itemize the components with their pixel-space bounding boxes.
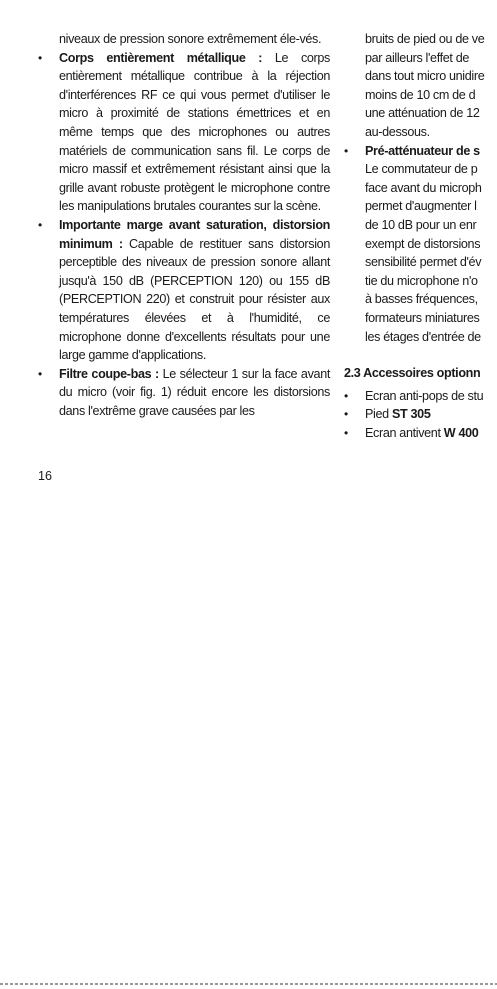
text-line: les étages d'entrée de (365, 329, 481, 344)
bullet-dot-icon: • (344, 407, 348, 422)
text-line: par ailleurs l'effet de (365, 50, 470, 65)
text-line: de 10 dB pour un enr (365, 217, 477, 232)
bullet-title: Filtre coupe-bas : (59, 366, 159, 381)
bullet-text: Capable de restituer sans distorsion perceptible des niveaux de pression sonore allant jusqu'à 150 dB (PERCEPTION 120) ou 155 dB (PERCEPTION 220) et construit pour résister aux températures élevées et à l'humidité, ce microphone donne d'excellents résultats pour une large gamme d'applications. (59, 236, 330, 363)
accessory-label: Pied (365, 407, 392, 422)
text-line: formateurs miniatures (365, 310, 480, 325)
accessories-list (344, 387, 497, 443)
accessory-model: ST 305 (391, 407, 431, 422)
bullet-dot-icon: • (38, 217, 42, 232)
accessory-item (344, 424, 497, 443)
bullet-low-cut-filter (38, 365, 330, 421)
text-line: Le commutateur de p (365, 162, 478, 177)
bullet-dot-icon: • (38, 366, 42, 381)
bullet-title: Pré-atténuateur de s (365, 143, 480, 158)
bullet-dot-icon: • (38, 50, 42, 65)
page-number: 16 (38, 469, 53, 483)
continuation-lines (344, 30, 497, 142)
text-line: tie du microphone n'o (365, 273, 478, 288)
text-line: permet d'augmenter l (365, 199, 477, 214)
left-column (38, 30, 330, 420)
bullet-title: Importante marge avant saturation, distorsion minimum : (59, 217, 330, 251)
bullet-metal-body (38, 49, 330, 216)
text-line: face avant du microph (365, 180, 482, 195)
right-column (344, 30, 497, 442)
bullet-text: Le corps entièrement métallique contribue à la réjection d'interférences RF ce qui vous permet d'utiliser le micro à proximité de stations émettrices et en même temps que des microphones ou autres matériels de communication sans fil. Le corps de micro massif et extrêmement résistant ainsi que la grille avant robuste protègent le microphone contre les manipulations brutales courantes sur la scène. (59, 50, 330, 214)
accessory-item (344, 405, 497, 424)
section-heading-accessories: 2.3 Accessoires optionn (344, 366, 481, 381)
text-line: moins de 10 cm de d (365, 87, 476, 102)
bullet-text: Le sélecteur 1 sur la face avant du micro (voir fig. 1) réduit encore les distorsions dans l'extrême grave causées par les (59, 366, 330, 418)
bullet-dot-icon: • (344, 425, 348, 440)
bullet-pre-attenuator (344, 142, 497, 347)
text-line: exempt de distorsions (365, 236, 481, 251)
text-line: bruits de pied ou de ve (365, 32, 485, 46)
text-line: une atténuation de 12 (365, 106, 480, 121)
text-line: sensibilité permet d'év (365, 255, 482, 270)
text-line: dans tout micro unidire (365, 69, 485, 84)
right-column-clip (344, 0, 497, 989)
text-line: au-dessous. (365, 124, 430, 139)
accessory-label: Ecran anti-pops de stu (365, 388, 484, 403)
bottom-dotted-rule (0, 983, 497, 985)
bullet-dot-icon: • (344, 388, 348, 403)
bullet-title: Corps entièrement métallique : (59, 50, 263, 65)
bullet-saturation (38, 216, 330, 365)
accessory-item (344, 387, 497, 406)
continuation-paragraph: niveaux de pression sonore extrêmement éle-vés. (59, 32, 322, 46)
bullet-dot-icon: • (344, 143, 348, 158)
accessory-label: Ecran antivent (365, 425, 444, 440)
text-line: à basses fréquences, (365, 292, 478, 307)
accessory-model: W 400 (443, 425, 479, 440)
